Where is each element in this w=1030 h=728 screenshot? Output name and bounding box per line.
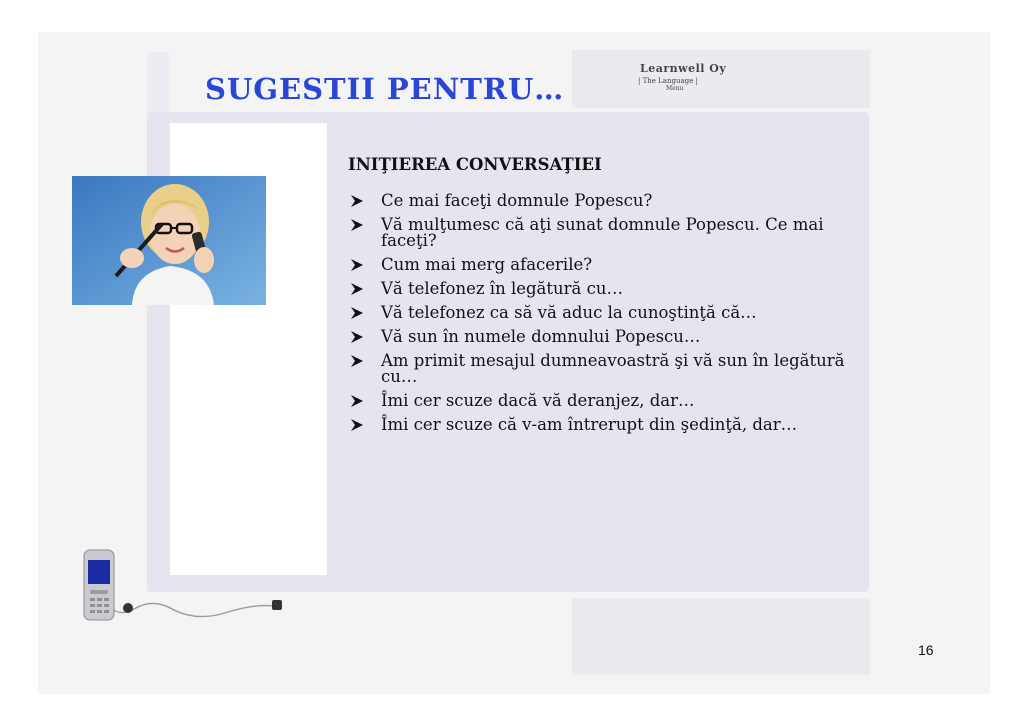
- list-item: [348, 353, 868, 385]
- bullet-list: [348, 193, 868, 433]
- mobile-phone-icon: [78, 548, 288, 622]
- page-number: 16: [918, 642, 934, 658]
- section-heading: INIŢIEREA CONVERSAŢIEI: [348, 155, 602, 174]
- woman-on-phone-photo: [72, 176, 266, 305]
- content-area: [348, 155, 868, 441]
- list-item: [348, 193, 868, 209]
- logo-tagline-2: Menu: [666, 85, 684, 92]
- arrow-bullet-icon: [350, 306, 364, 320]
- logo-name: Learnwell Oy: [640, 62, 727, 75]
- list-item: [348, 329, 868, 345]
- list-item-text: Vă sun în numele domnului Popescu…: [381, 327, 701, 346]
- list-item: [348, 257, 868, 273]
- list-item-text: Am primit mesajul dumneavoastră şi vă sun în legătură cu…: [381, 351, 845, 386]
- arrow-bullet-icon: [350, 330, 364, 344]
- list-item-text: Vă mulţumesc că aţi sunat domnule Popescu. Ce mai faceţi?: [381, 215, 824, 250]
- list-item: [348, 417, 868, 433]
- list-item: [348, 305, 868, 321]
- woman-photo-illustration: [72, 176, 266, 305]
- list-item-text: Ce mai faceţi domnule Popescu?: [381, 191, 653, 210]
- arrow-bullet-icon: [350, 282, 364, 296]
- logo-tagline-1: | The Language |: [638, 77, 698, 85]
- list-item-text: Vă telefonez ca să vă aduc la cunoştinţă că…: [381, 303, 757, 322]
- slide-title: SUGESTII PENTRU…: [205, 72, 565, 106]
- footer-panel: [572, 598, 870, 675]
- arrow-bullet-icon: [350, 394, 364, 408]
- list-item-text: Vă telefonez în legătură cu…: [381, 279, 623, 298]
- learnwell-logo: [640, 62, 760, 98]
- arrow-bullet-icon: [350, 354, 364, 368]
- list-item: [348, 217, 868, 249]
- list-item: [348, 281, 868, 297]
- arrow-bullet-icon: [350, 194, 364, 208]
- arrow-bullet-icon: [350, 418, 364, 432]
- list-item-text: Îmi cer scuze dacă vă deranjez, dar…: [381, 391, 695, 410]
- arrow-bullet-icon: [350, 218, 364, 232]
- list-item: [348, 393, 868, 409]
- arrow-bullet-icon: [350, 258, 364, 272]
- list-item-text: Îmi cer scuze că v-am întrerupt din şedinţă, dar…: [381, 415, 798, 434]
- list-item-text: Cum mai merg afacerile?: [381, 255, 593, 274]
